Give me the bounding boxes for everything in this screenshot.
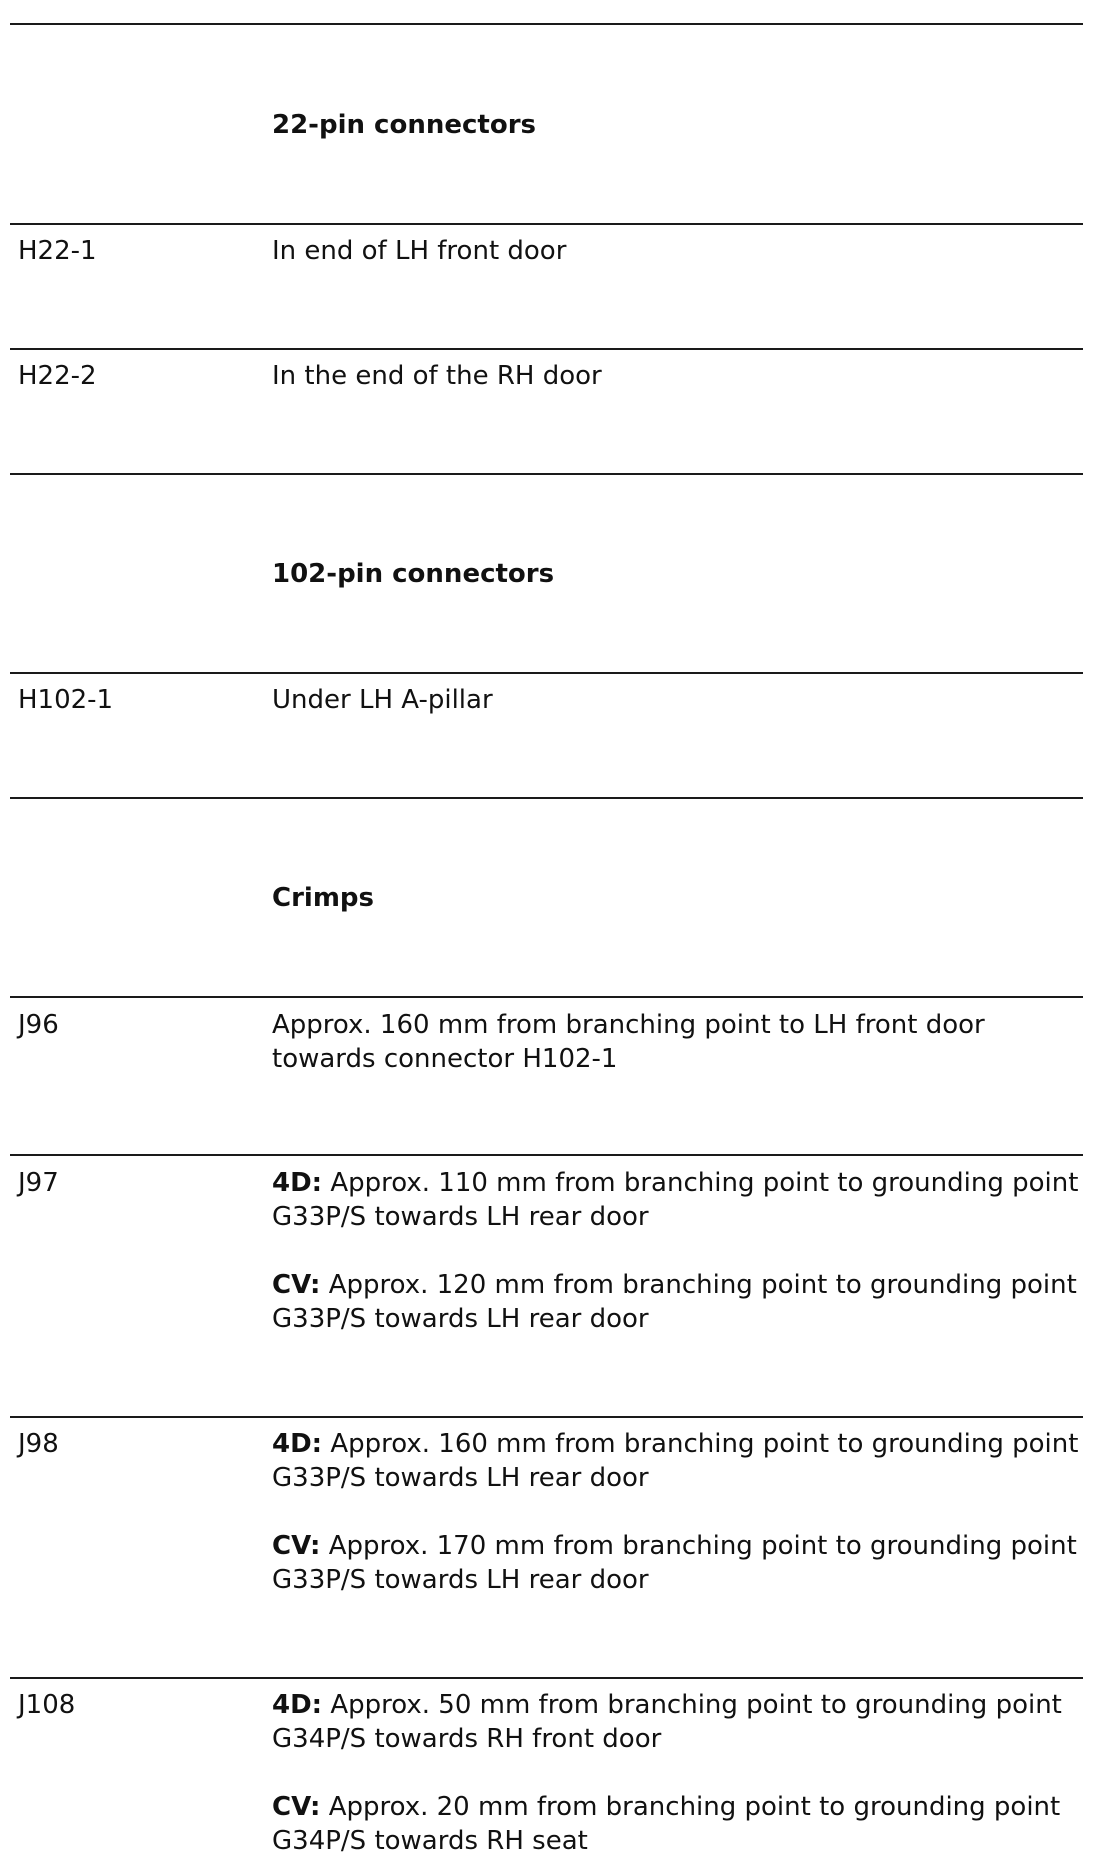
variant-label: 4D: [272,1690,323,1720]
variant-text: Approx. 170 mm from branching point to grounding point G33P/S towards LH rear door [272,1531,1077,1595]
divider [10,348,1083,350]
variant-cv [272,1268,1092,1336]
divider [10,1416,1083,1418]
variant-label: 4D: [272,1168,323,1198]
crimp-location: Approx. 160 mm from branching point to LH front door towards connector H102-1 [272,1010,985,1074]
divider [10,672,1083,674]
crimp-location [272,1427,1092,1597]
section-heading-crimps: Crimps [272,883,374,913]
divider [10,1677,1083,1679]
variant-text: Approx. 120 mm from branching point to grounding point G33P/S towards LH rear door [272,1270,1077,1334]
crimp-location [272,1688,1072,1858]
variant-label: CV: [272,1531,321,1561]
divider [10,996,1083,998]
variant-text: Approx. 160 mm from branching point to grounding point G33P/S towards LH rear door [272,1429,1079,1493]
crimp-code: J97 [18,1168,59,1198]
section-heading-102-pin: 102-pin connectors [272,559,555,589]
connector-code: H102-1 [18,685,114,715]
variant-4d [272,1427,1092,1495]
crimp-location [272,1166,1092,1336]
connector-code: H22-1 [18,236,97,266]
connector-code: H22-2 [18,361,97,391]
variant-label: CV: [272,1792,321,1822]
divider-top [10,23,1083,25]
variant-label: CV: [272,1270,321,1300]
variant-cv [272,1790,1072,1858]
variant-text: Approx. 20 mm from branching point to grounding point G34P/S towards RH seat [272,1792,1061,1856]
divider [10,1154,1083,1156]
variant-4d [272,1688,1072,1756]
variant-4d [272,1166,1092,1234]
crimp-code: J96 [18,1010,59,1040]
variant-cv [272,1529,1092,1597]
crimp-code: J98 [18,1429,59,1459]
crimp-code: J108 [18,1690,76,1720]
divider [10,223,1083,225]
section-heading-22-pin: 22-pin connectors [272,110,536,140]
connector-location: Under LH A-pillar [272,685,493,715]
variant-label: 4D: [272,1429,323,1459]
divider [10,797,1083,799]
connector-location: In end of LH front door [272,236,567,266]
variant-text: Approx. 50 mm from branching point to grounding point G34P/S towards RH front door [272,1690,1062,1754]
divider [10,473,1083,475]
connector-location: In the end of the RH door [272,361,602,391]
variant-text: Approx. 110 mm from branching point to grounding point G33P/S towards LH rear door [272,1168,1079,1232]
